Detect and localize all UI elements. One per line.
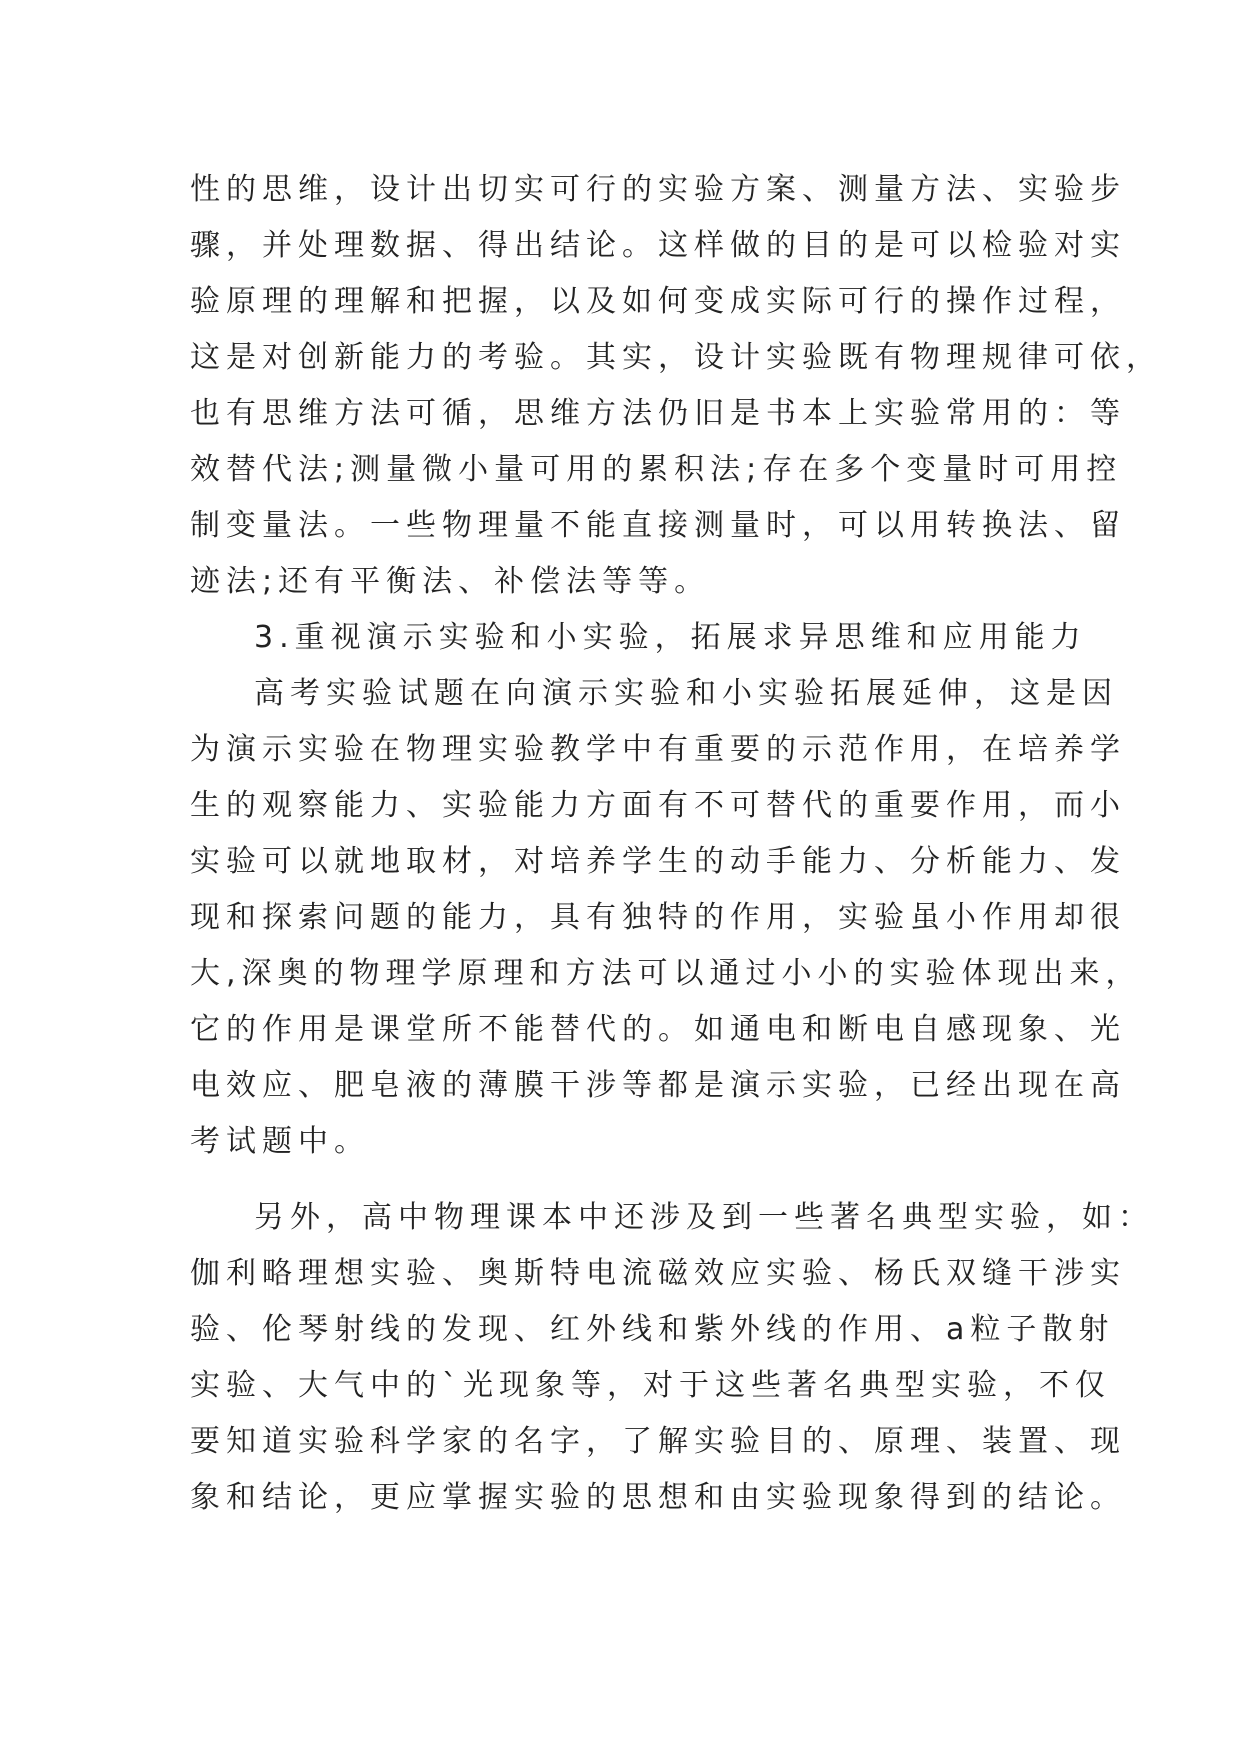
- text-line: 骤，并处理数据、得出结论。这样做的目的是可以检验对实: [190, 228, 1126, 263]
- text-line: 象和结论，更应掌握实验的思想和由实验现象得到的结论。: [190, 1480, 1126, 1515]
- text-line: 要知道实验科学家的名字，了解实验目的、原理、装置、现: [190, 1424, 1126, 1459]
- text-line: 电效应、肥皂液的薄膜干涉等都是演示实验，已经出现在高: [190, 1068, 1126, 1103]
- text-line: 大,深奥的物理学原理和方法可以通过小小的实验体现出来，: [190, 956, 1142, 991]
- text-line: 验原理的理解和把握，以及如何变成实际可行的操作过程，: [190, 284, 1126, 319]
- text-line: 也有思维方法可循，思维方法仍旧是书本上实验常用的：等: [190, 396, 1126, 431]
- text-line: 考试题中。: [190, 1124, 370, 1159]
- text-line: 迹法;还有平衡法、补偿法等等。: [190, 564, 711, 599]
- text-line: 现和探索问题的能力，具有独特的作用，实验虽小作用却很: [190, 900, 1126, 935]
- text-line: 制变量法。一些物理量不能直接测量时，可以用转换法、留: [190, 508, 1126, 543]
- text-line: 另外，高中物理课本中还涉及到一些著名典型实验，如：: [254, 1200, 1154, 1235]
- text-line: 高考实验试题在向演示实验和小实验拓展延伸，这是因: [254, 676, 1118, 711]
- text-line: 为演示实验在物理实验教学中有重要的示范作用，在培养学: [190, 732, 1126, 767]
- text-line: 生的观察能力、实验能力方面有不可替代的重要作用，而小: [190, 788, 1126, 823]
- text-line: 它的作用是课堂所不能替代的。如通电和断电自感现象、光: [190, 1012, 1126, 1047]
- text-line: 这是对创新能力的考验。其实，设计实验既有物理规律可依，: [190, 340, 1162, 375]
- section-heading: 3.重视演示实验和小实验，拓展求异思维和应用能力: [254, 620, 1087, 655]
- text-line: 伽利略理想实验、奥斯特电流磁效应实验、杨氏双缝干涉实: [190, 1256, 1126, 1291]
- text-line: 实验、大气中的`光现象等，对于这些著名典型实验，不仅: [190, 1368, 1111, 1403]
- text-line: 验、伦琴射线的发现、红外线和紫外线的作用、a粒子散射: [190, 1312, 1115, 1347]
- text-line: 实验可以就地取材，对培养学生的动手能力、分析能力、发: [190, 844, 1126, 879]
- text-line: 效替代法;测量微小量可用的累积法;存在多个变量时可用控: [190, 452, 1123, 487]
- text-line: 性的思维，设计出切实可行的实验方案、测量方法、实验步: [190, 172, 1126, 207]
